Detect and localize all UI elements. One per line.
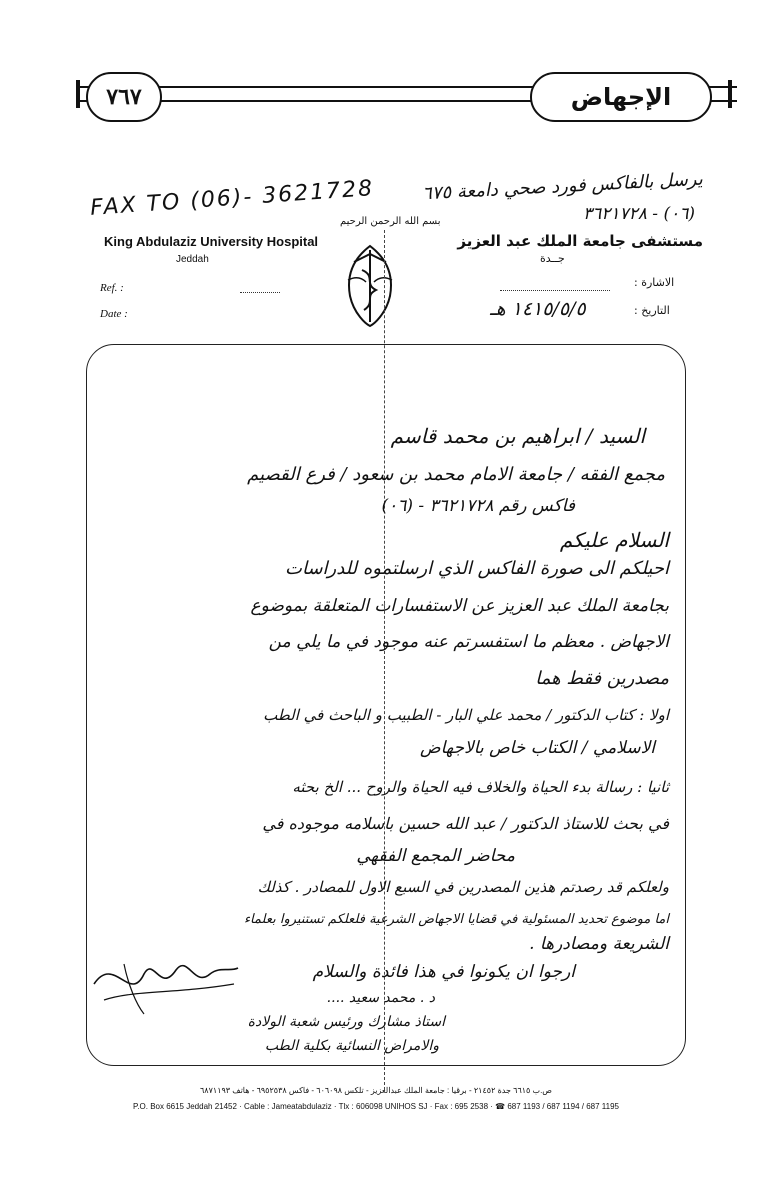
page-number: ٧٦٧ bbox=[86, 72, 162, 122]
body-line: احيلكم الى صورة الفاكس الذي ارسلتموه للدراسات bbox=[285, 558, 669, 579]
recipient-line: فاكس رقم ٣٦٢١٧٢٨ - (٠٦) bbox=[381, 496, 575, 516]
handwritten-note-line2: (٠٦) - ٣٦٢١٧٢٨ bbox=[582, 204, 695, 224]
body-line: ولعلكم قد رصدتم هذين المصدرين في السبع الاول للمصادر . كذلك bbox=[257, 878, 669, 896]
body-line: اما موضوع تحديد المسئولية في قضايا الاجهاض الشرعية فلعلكم تستنيروا بعلماء bbox=[243, 912, 669, 927]
ref-dots bbox=[240, 292, 280, 293]
footer-contact-ar: ص.ب ٦٦١٥ جدة ٢١٤٥٢ - برقيا : جامعة الملك عبدالعزيز - تلكس ٦٠٦٠٩٨ - فاكس ٦٩٥٢٥٣٨ - هاتف ٦٨٧١١٩٣ bbox=[200, 1086, 552, 1095]
body-line: بجامعة الملك عبد العزيز عن الاستفسارات المتعلقة بموضوع bbox=[250, 596, 669, 616]
basmala: بسم الله الرحمن الرحيم bbox=[340, 216, 441, 227]
body-line: ارجوا ان يكونوا في هذا فائدة والسلام bbox=[312, 962, 575, 982]
greeting: السلام عليكم bbox=[559, 528, 669, 552]
signature-line: د . محمد سعيد .... bbox=[326, 990, 435, 1006]
body-line: الشريعة ومصادرها . bbox=[529, 934, 669, 954]
signature-line: استاذ مشارك ورئيس شعبة الولادة bbox=[247, 1014, 445, 1030]
city-ar: جــدة bbox=[540, 252, 565, 265]
body-line: ثانيا : رسالة بدء الحياة والخلاف فيه الحياة والروح ... الخ بحثه bbox=[292, 778, 669, 796]
body-line: في بحث للاستاذ الدكتور / عبد الله حسين باسلامه موجوده في bbox=[262, 814, 669, 833]
banner-end-right bbox=[728, 80, 732, 108]
ref-label-ar: الاشارة : bbox=[634, 276, 675, 289]
body-line: اولا : كتاب الدكتور / محمد علي البار - الطبيب و الباحث في الطب bbox=[263, 706, 669, 724]
hospital-name-en: King Abdulaziz University Hospital bbox=[104, 234, 319, 249]
banner-end-left bbox=[76, 80, 80, 108]
body-line: محاضر المجمع الفقهي bbox=[356, 846, 515, 866]
body-line: الاجهاض . معظم ما استفسرتم عنه موجود في ما يلي من bbox=[268, 632, 669, 652]
chapter-title: الإجهاض bbox=[530, 72, 712, 122]
university-emblem-icon bbox=[340, 240, 400, 332]
date-value: ١٤١٥/٥/٥ هـ bbox=[490, 298, 586, 320]
recipient-line: مجمع الفقه / جامعة الامام محمد بن سعود / فرع القصيم bbox=[247, 464, 665, 485]
handwritten-note-line1: يرسل بالفاكس فورد صحي دامعة ٦٧٥ bbox=[421, 168, 704, 205]
date-label-ar: التاريخ : bbox=[634, 304, 670, 317]
hospital-name-ar: مستشفى جامعة الملك عبد العزيز bbox=[457, 232, 703, 250]
recipient-line: السيد / ابراهيم بن محمد قاسم bbox=[390, 424, 645, 448]
date-label: Date : bbox=[100, 308, 128, 320]
signature-line: والامراض النسائية بكلية الطب bbox=[264, 1038, 439, 1054]
body-line: مصدرين فقط هما bbox=[535, 668, 669, 689]
fax-line: FAX TO (06)- 3621728 bbox=[89, 176, 375, 221]
city-en: Jeddah bbox=[176, 254, 209, 265]
signature-icon bbox=[84, 944, 244, 1028]
footer-contact-en: P.O. Box 6615 Jeddah 21452 · Cable : Jameatabdulaziz · Tlx : 606098 UNIHOS SJ · Fax : 695 2538 · ☎ 687 1193 / 687 1194 / 687 1195 bbox=[133, 1102, 619, 1111]
ref-dots-ar bbox=[500, 290, 610, 291]
ref-label: Ref. : bbox=[100, 282, 124, 294]
body-line: الاسلامي / الكتاب خاص بالاجهاض bbox=[420, 738, 655, 758]
